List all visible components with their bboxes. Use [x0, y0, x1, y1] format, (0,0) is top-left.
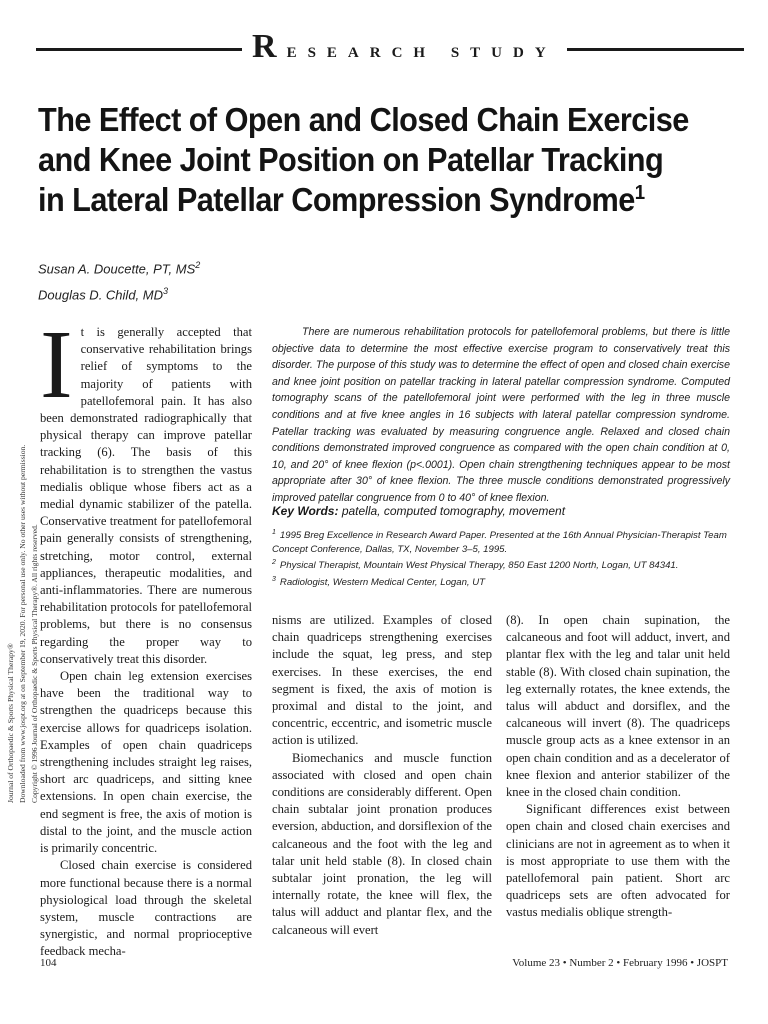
drop-cap: I [40, 311, 73, 419]
paragraph: Closed chain exercise is considered more functional because there is a normal physiological load through the skeletal system, muscle contractions are synergistic, and normal proprioceptive feedback mecha- [40, 858, 252, 959]
section-header [36, 30, 744, 66]
footnotes [272, 526, 730, 590]
sidebar-line: Downloaded from www.jospt.org at on September 19, 2020. For personal use only. No other uses without permission. [18, 444, 27, 803]
key-words: Key Words: patella, computed tomography, movement [272, 504, 566, 518]
paragraph: It is generally accepted that conservative rehabilitation brings relief of symptoms to the majority of patients with patellofemoral pain. It has also been demonstrated radiographically that physical therapy can improve patellar tracking (6). The basis of this rehabilitation is to strengthen the vastus medialis oblique whose fibers act as a medial dynamic stabilizer of the patella. Conservative treatment for patellofemoral pain generally consists of strengthening, stretching, motor control, external appliances, therapeutic modalities, and anti-inflammatories. There are numerous rehabilitation protocols for patellofemoral problems, but there is no consensus regarding the proper way to conservatively treat this disorder. [40, 311, 252, 666]
paragraph: (8). In open chain supination, the calcaneous and foot will adduct, invert, and plantar flex with the leg and talar unit held stable (8). With closed chain supination, the leg externally rotates, the knee extends, the talus will abduct and dorsiflex, and the calcaneous will invert (8). The quadriceps muscle group acts as a knee extensor in an open chain condition and as a decelerator of knee flexion and anterior stabilizer of the knee in the closed chain condition. [506, 613, 730, 800]
paragraph: nisms are utilized. Examples of closed chain quadriceps strengthening exercises include the squat, leg press, and step exercises. In these exercises, the end segment is fixed, the axis of motion is proximal and distal to the joint, and concentric, eccentric, and isometric muscle action is utilized. [272, 613, 492, 748]
article-title: The Effect of Open and Closed Chain Exercise and Knee Joint Position on Patellar Tracking in Lateral Patellar Compression Syndrome$^1$ [38, 101, 689, 218]
body-column-3 [506, 612, 730, 922]
title-footnote-mark: 1 [634, 182, 645, 204]
footnote: $^1$ 1995 Breg Excellence in Research Award Paper. Presented at the 16th Annual Physician-Therapist Team Concept Conference, Dallas, TX, November 3–5, 1995. [272, 529, 727, 555]
author-list [38, 254, 200, 307]
paragraph: Biomechanics and muscle function associated with closed and open chain conditions are considerably different. Open chain subtalar joint pronation produces eversion, abduction, and dorsiflexion of the calcaneous and the foot with the leg and talar unit held stable (8). In closed chain subtalar joint pronation, the leg will internally rotate, the knee will flex, the talus will adduct and plantar flex, and the calcaneous will evert [272, 750, 492, 937]
body-column-1 [40, 311, 252, 961]
sidebar-line: Journal of Orthopaedic & Sports Physical Therapy® [6, 643, 15, 803]
author-line: Susan A. Doucette, PT, $MS^2$ [38, 260, 201, 277]
footnote: $^2$ Physical Therapist, Mountain West Physical Therapy, 850 East 1200 North, Logan, UT 84341. [272, 559, 679, 572]
footnote: $^3$ Radiologist, Western Medical Center, Logan, UT [272, 576, 486, 589]
author-line: Douglas D. Child, $MD^3$ [38, 286, 169, 303]
body-column-2 [272, 612, 492, 939]
paragraph: Open chain leg extension exercises have been the traditional way to strengthen the quadriceps because this exercise allows for quadriceps isolation. Examples of open chain quadriceps strengthening includes straight leg raises, short arc quadriceps, and sitting knee extensions. In open chain exercise, the end segment is free, the axis of motion is distal to the joint, and the muscle action is primarily concentric. [40, 669, 252, 856]
paragraph: Significant differences exist between open chain and closed chain exercises and clinicians are not in agreement as to when it is most appropriate to use them with the patellofemoral pain patient. Short arc quadriceps sets are often advocated for vastus medialis oblique strength- [506, 802, 730, 920]
sidebar-line: Copyright © 1996 Journal of Orthopaedic & Sports Physical Therapy®. All rights reserved. [30, 524, 39, 803]
journal-reference: Volume 23 • Number 2 • February 1996 • JOSPT [512, 957, 728, 969]
section-label: RESEARCH STUDY [242, 30, 567, 70]
abstract: There are numerous rehabilitation protocols for patellofemoral problems, but there is little objective data to determine the most effective exercise program to conservatively treat this disorder. The purpose of this study was to determine the effect of open and closed chain exercise and knee joint position on patellar tracking in lateral patellar compression syndrome. Computed tomography scans of the patellofemoral joint were performed with the leg in three muscle conditions and at five knee angles in 16 subjects with lateral patellar compression syndrome. Patellar tracking was evaluated by measuring congruence angle. Relaxed and closed chain conditions demonstrated improved congruence as compared with the open chain condition at 0, 10, and 20° of knee flexion (p<.0001). Open chain strengthening techniques appear to be most appropriate after 30° of knee flexion. The three muscle conditions demonstrated progressively improved patellar congruence from 0 to 40° of knee flexion. [272, 326, 730, 504]
page-number: 104 [40, 957, 57, 969]
